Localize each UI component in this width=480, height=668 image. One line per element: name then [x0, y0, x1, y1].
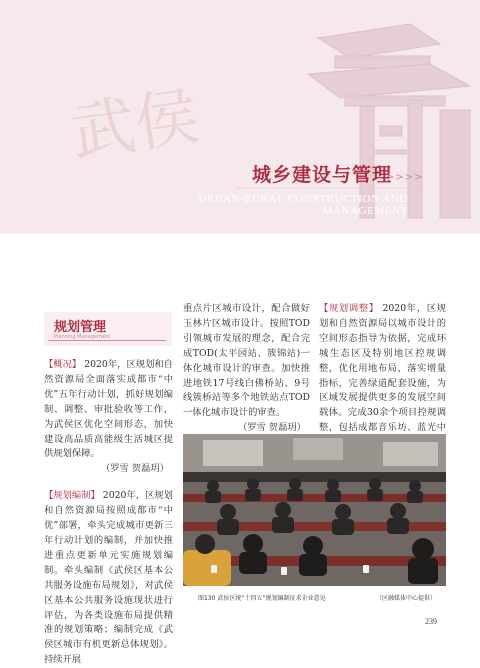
- figure-caption: 图130 武侯区统“十四五”规划编制征求企业意见: [198, 595, 326, 602]
- subsection-underline: [48, 340, 166, 341]
- overview-text: 2020年，区规划和自然资源局全面落实成都市“中优”五年行动计划，抓好规划编制、调整、审批验收等工作，为武侯区优化空间形态，加快建设高品质高能级生活城区提供规划保障。: [44, 359, 173, 460]
- page-number: 239: [425, 617, 437, 626]
- subsection-header: [44, 312, 172, 346]
- figure-credit: （区融媒体中心提供）: [376, 595, 437, 602]
- entry-tag-adjustment: 【规划调整】: [319, 303, 379, 314]
- entry-tag-overview: 【概况】: [44, 359, 82, 370]
- meeting-photo-illustration: [183, 434, 446, 586]
- subsection-title: 规划管理: [54, 320, 107, 335]
- author-signature: （罗雪 贺磊玥）: [100, 463, 169, 475]
- subsection-title-en: Planning Management: [54, 334, 111, 340]
- ancient-gate-icon: [308, 24, 470, 218]
- section-title-en: URBAN-RURAL CONSTRUCTION AND MANAGEMENT: [198, 193, 408, 217]
- adjustment-text: 2020年，区规划和自然资源局以城市设计的空间形态指导为依据，完成环城生态区及特别地区控规调整，优化用地布局，落实增量指标，完善绿道配套设施，为区域发展提供更多的发展空间载体。完成30余个项目控规调整，包括成都音乐坊、蓝光中: [319, 303, 446, 434]
- text-column-1: [44, 358, 173, 668]
- arrow-icon: >>>>: [386, 172, 424, 183]
- section-title: 城乡建设与管理: [252, 164, 393, 186]
- text-column-2: [183, 302, 310, 448]
- paragraph-adjustment: [319, 302, 446, 451]
- author-signature: （罗雪 贺磊玥）: [237, 422, 306, 434]
- banner-watermark: 武侯: [66, 80, 204, 172]
- paragraph-planning: [44, 489, 173, 668]
- section-banner: [0, 0, 480, 234]
- meeting-photo: [183, 434, 446, 586]
- paragraph-overview: [44, 358, 173, 462]
- planning-text: 2020年，区规划和自然资源局按照成都市“中优”部署，牵头完成城市更新三年行动计划的编制，并加快推进重点更新单元实施规划编制。牵头编制《武侯区基本公共服务设施布局规划》，对武侯区基本公共服务设施现状进行评估，为各类设施布局提供精准的规划策略；编制完成《武侯区城市有机更新总体规划》。持续开展: [44, 490, 173, 666]
- text-column-3: [319, 302, 446, 451]
- paragraph-continued: 重点片区城市设计，配合做好玉林片区城市设计。按照TOD引领城市发展的理念，配合完成TOD(太平园站、簇锦站)一体化城市设计的审查。加快推进地铁17号线白佛桥站、9号线簇桥站等多个地铁站点TOD一体化城市设计的审查。: [183, 303, 310, 419]
- entry-tag-planning: 【规划编制】: [44, 490, 100, 502]
